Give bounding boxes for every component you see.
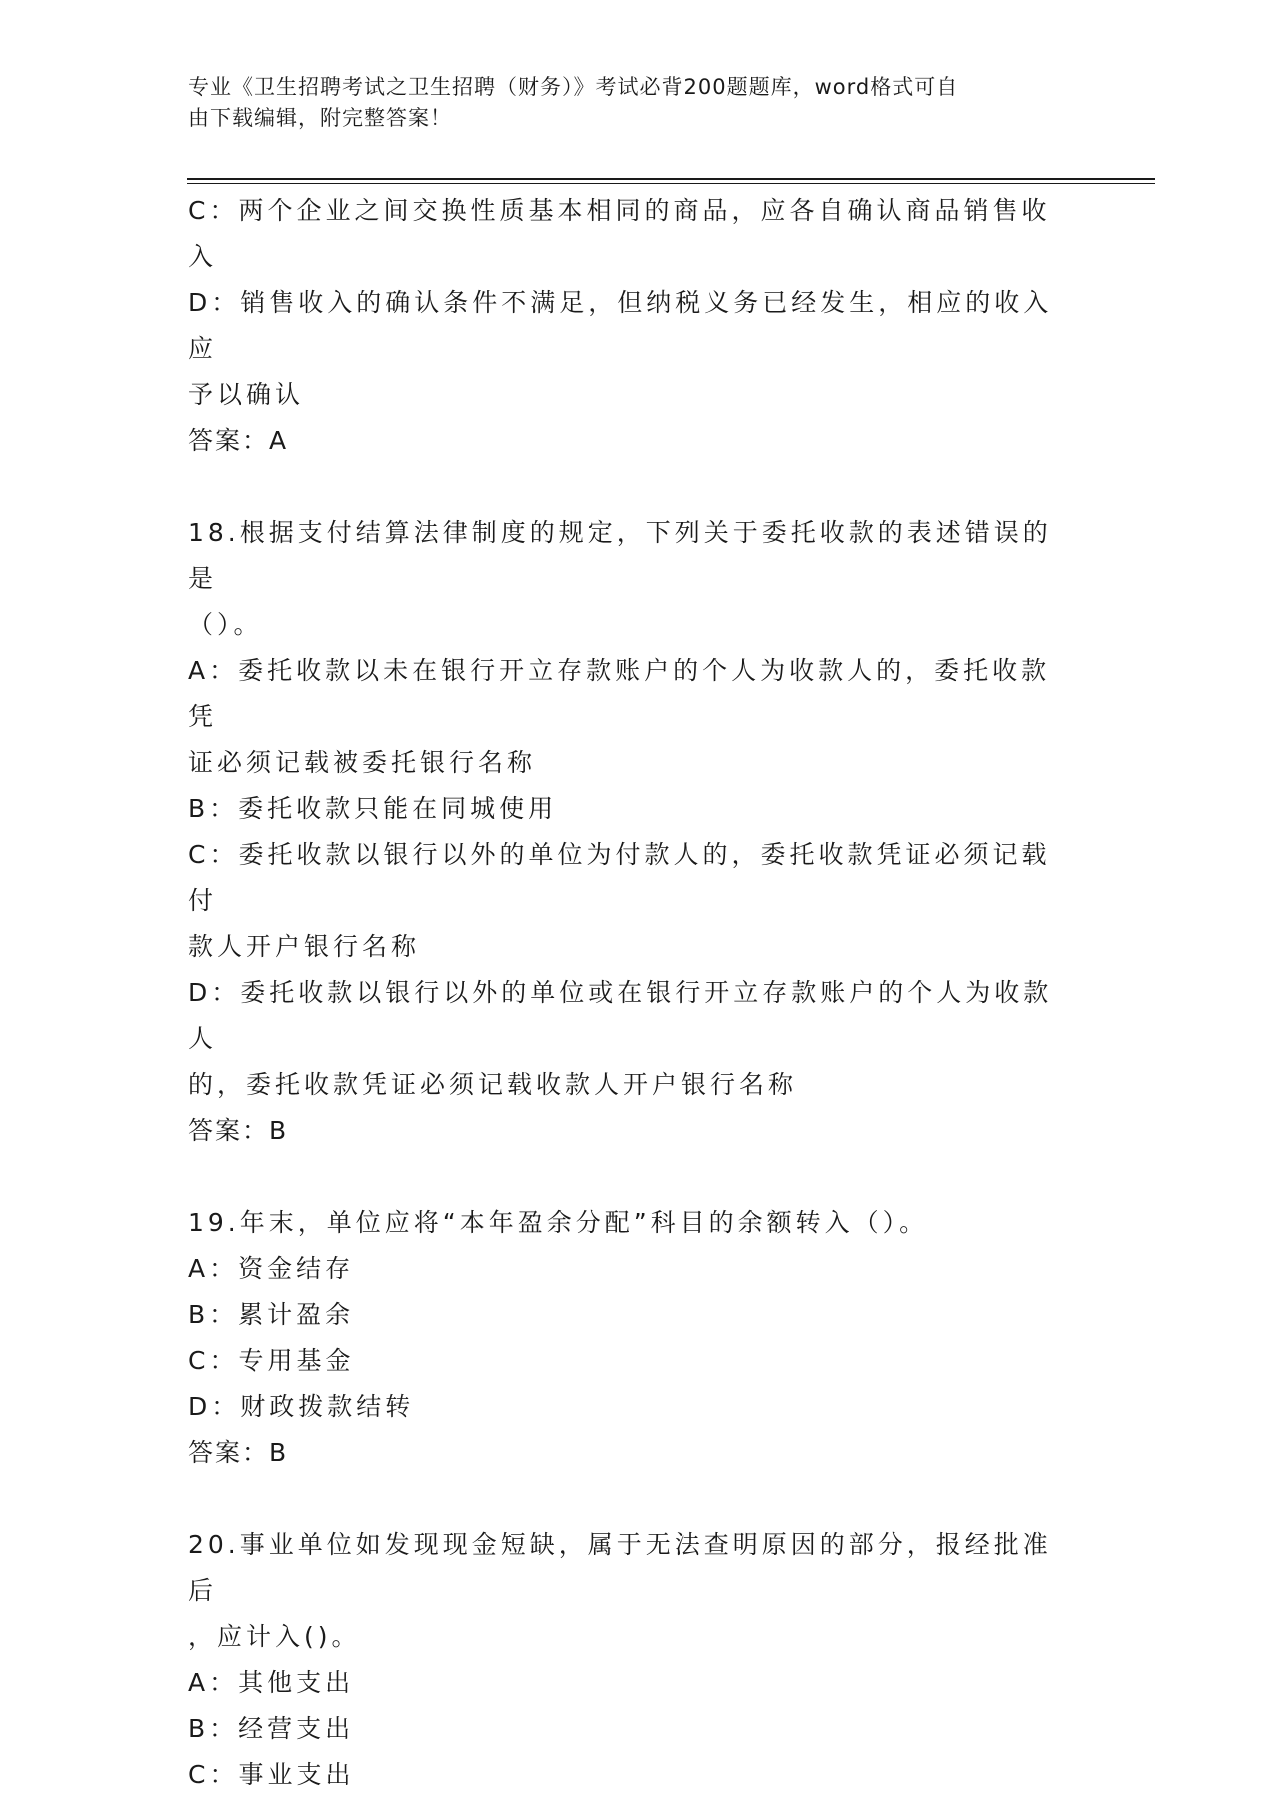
spacer [188,1154,1068,1200]
question-stem-line-2: ，应计入()。 [188,1622,361,1651]
option-b: B：累计盈余 [188,1300,355,1329]
header-line-1: 专业《卫生招聘考试之卫生招聘（财务）》考试必背200题题库，word格式可自 [188,75,959,99]
answer-value: B [269,1438,288,1467]
spacer [188,1476,1068,1522]
answer-line [188,418,1068,464]
question-stem: 19.年末，单位应将“本年盈余分配”科目的余额转入（）。 [188,1208,929,1237]
header-line-2: 由下载编辑，附完整答案！ [188,106,452,130]
option-a: A：其他支出 [188,1668,355,1697]
answer-line [188,1430,1068,1476]
option-c-line-2: 款人开户银行名称 [188,932,421,961]
option-a: A：资金结存 [188,1254,355,1283]
answer-value: A [269,426,288,455]
answer-value: B [269,1116,288,1145]
question-18 [188,510,1068,1154]
option-c: C：专用基金 [188,1346,355,1375]
document-header [188,72,1068,134]
option-d-line-1: D：委托收款以银行以外的单位或在银行开立存款账户的个人为收款人 [188,978,1053,1053]
header-divider-thick [187,178,1155,180]
option-d-line-2: 的，委托收款凭证必须记载收款人开户银行名称 [188,1070,798,1099]
question-19 [188,1200,1068,1476]
question-stem-line-2: （）。 [188,610,263,639]
question-stem-line-1: 20.事业单位如发现现金短缺，属于无法查明原因的部分，报经批准后 [188,1530,1052,1605]
spacer [188,464,1068,510]
option-b: B：委托收款只能在同城使用 [188,794,558,823]
option-c: C：两个企业之间交换性质基本相同的商品，应各自确认商品销售收入 [188,196,1051,271]
question-stem-line-1: 18.根据支付结算法律制度的规定，下列关于委托收款的表述错误的是 [188,518,1052,593]
question-17-continuation [188,188,1068,464]
option-d: D：财政拨款结转 [188,1392,415,1421]
answer-line [188,1108,1068,1154]
answer-label: 答案： [188,1438,270,1467]
option-b: B：经营支出 [188,1714,355,1743]
option-d-line-2: 予以确认 [188,380,305,409]
header-divider-thin [187,183,1155,184]
option-c-line-1: C：委托收款以银行以外的单位为付款人的，委托收款凭证必须记载付 [188,840,1051,915]
document-body [188,188,1068,1798]
answer-label: 答案： [188,1116,270,1145]
option-d-line-1: D：销售收入的确认条件不满足，但纳税义务已经发生，相应的收入应 [188,288,1053,363]
answer-label: 答案： [188,426,270,455]
option-c: C：事业支出 [188,1760,355,1789]
option-a-line-1: A：委托收款以未在银行开立存款账户的个人为收款人的，委托收款凭 [188,656,1051,731]
question-20 [188,1522,1068,1798]
option-a-line-2: 证必须记载被委托银行名称 [188,748,537,777]
